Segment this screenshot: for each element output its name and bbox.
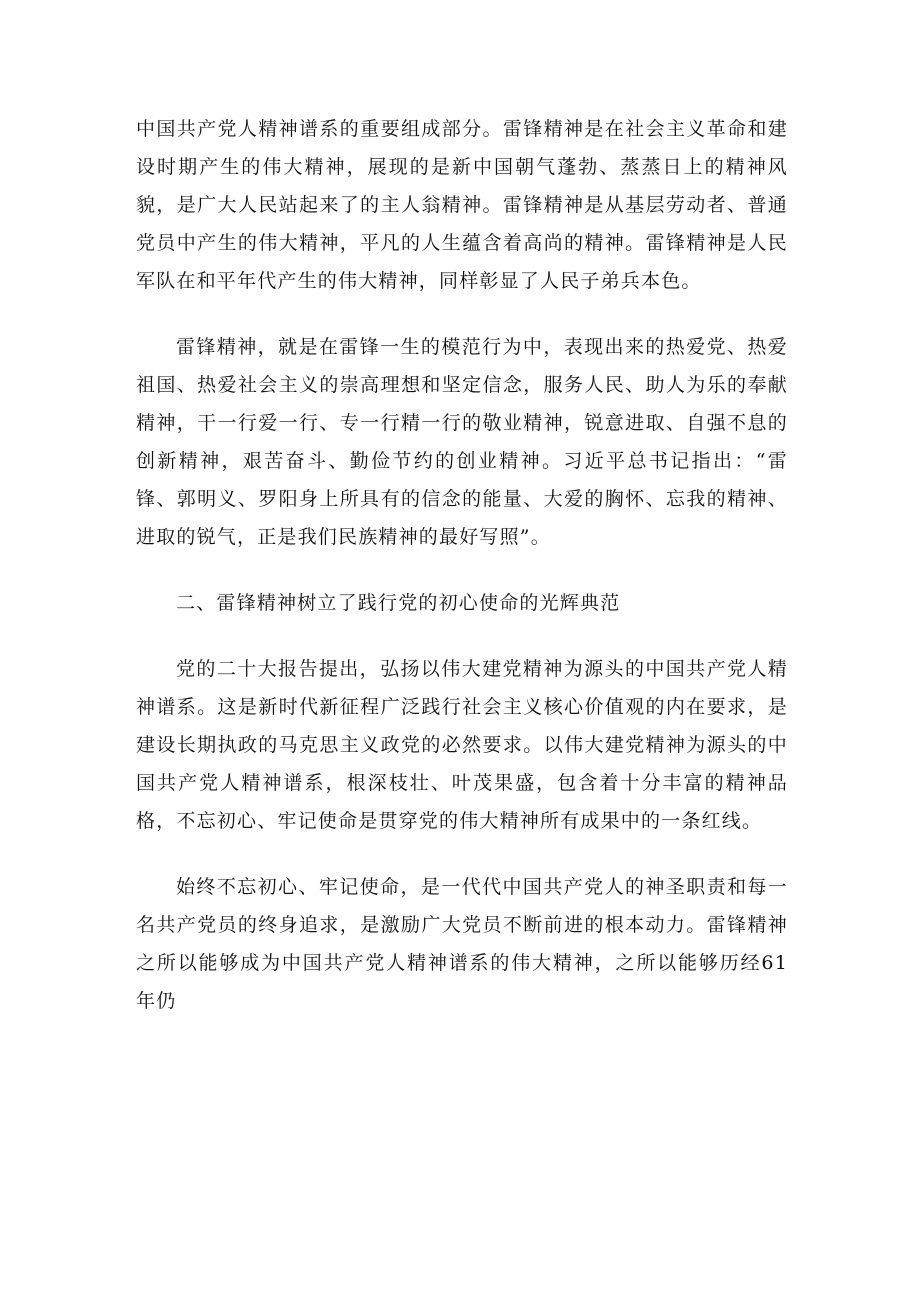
paragraph-continuation: 中国共产党人精神谱系的重要组成部分。雷锋精神是在社会主义革命和建设时期产生的伟大精神，展现的是新中国朝气蓬勃、蒸蒸日上的精神风貌，是广大人民站起来了的主人翁精神。雷锋精神是从基层劳动者、普通党员中产生的伟大精神，平凡的人生蕴含着高尚的精神。雷锋精神是人民军队在和平年代产生的伟大精神，同样彰显了人民子弟兵本色。: [136, 118, 788, 292]
document-body: [136, 110, 788, 1020]
paragraph-twentieth-congress-report: 党的二十大报告提出，弘扬以伟大建党精神为源头的中国共产党人精神谱系。这是新时代新征程广泛践行社会主义核心价值观的内在要求，是建设长期执政的马克思主义政党的必然要求。以伟大建党精神为源头的中国共产党人精神谱系，根深枝壮、叶茂果盛，包含着十分丰富的精神品格，不忘初心、牢记使命是贯穿党的伟大精神所有成果中的一条红线。: [136, 658, 788, 832]
section-heading: 二、雷锋精神树立了践行党的初心使命的光辉典范: [176, 592, 621, 614]
paragraph-original-aspiration: 始终不忘初心、牢记使命，是一代代中国共产党人的神圣职责和每一名共产党员的终身追求，是激励广大党员不断前进的根本动力。雷锋精神之所以能够成为中国共产党人精神谱系的伟大精神，之所以能够历经61年仍: [136, 876, 788, 1012]
paragraph-lei-feng-spirit-definition: 雷锋精神，就是在雷锋一生的模范行为中，表现出来的热爱党、热爱祖国、热爱社会主义的崇高理想和坚定信念，服务人民、助人为乐的奉献精神，干一行爱一行、专一行精一行的敬业精神，锐意进取、自强不息的创新精神，艰苦奋斗、勤俭节约的创业精神。习近平总书记指出：“雷锋、郭明义、罗阳身上所具有的信念的能量、大爱的胸怀、忘我的精神、进取的锐气，正是我们民族精神的最好写照”。: [136, 336, 788, 548]
